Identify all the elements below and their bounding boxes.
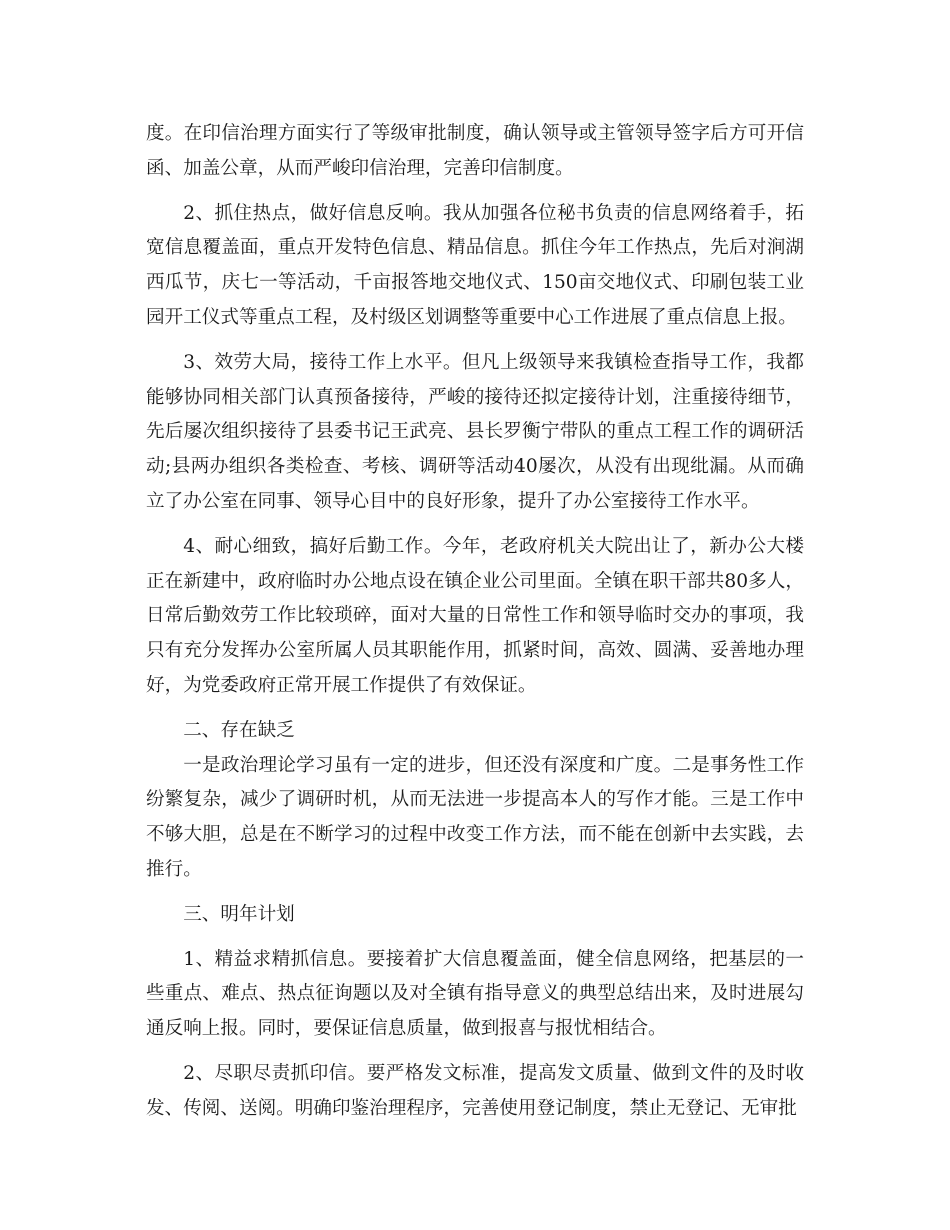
paragraph-reception-work: 3、效劳大局，接待工作上水平。但凡上级领导来我镇检查指导工作，我都能够协同相关部门认真预备接待，严峻的接待还拟定接待计划，注重接待细节，先后屡次组织接待了县委书记王武亮、县长罗衡宁带队的重点工程工作的调研活动;县两办组织各类检查、考核、调研等活动40屡次，从没有出现纰漏。从而确立了办公室在同事、领导心目中的良好形象，提升了办公室接待工作水平。 xyxy=(146,351,804,512)
paragraph-logistics-work: 4、耐心细致，搞好后勤工作。今年，老政府机关大院出让了，新办公大楼正在新建中，政府临时办公地点设在镇企业公司里面。全镇在职干部共80多人，日常后勤效劳工作比较琐碎，面对大量的日常性工作和领导临时交办的事项，我只有充分发挥办公室所属人员其职能作用，抓紧时间，高效、圆满、妥善地办理好，为党委政府正常开展工作提供了有效保证。 xyxy=(146,535,804,696)
paragraph-information-feedback: 2、抓住热点，做好信息反响。我从加强各位秘书负责的信息网络着手，拓宽信息覆盖面，重点开发特色信息、精品信息。抓住今年工作热点，先后对涧湖西瓜节，庆七一等活动，千亩报答地交地仪式、150亩交地仪式、印刷包装工业园开工仪式等重点工程，及村级区划调整等重要中心工作进展了重点信息上报。 xyxy=(146,202,804,328)
section-heading-shortcomings: 二、存在缺乏 xyxy=(183,719,295,741)
document-body xyxy=(146,117,804,1127)
section-heading-next-year-plan: 三、明年计划 xyxy=(183,903,295,925)
paragraph-plan-information: 1、精益求精抓信息。要接着扩大信息覆盖面，健全信息网络，把基层的一些重点、难点、热点征询题以及对全镇有指导意义的典型总结出来，及时进展勾通反响上报。同时，要保证信息质量，做到报喜与报忧相结合。 xyxy=(146,948,804,1040)
paragraph-plan-seal: 2、尽职尽责抓印信。要严格发文标准，提高发文质量、做到文件的及时收发、传阅、送阅。明确印鉴治理程序，完善使用登记制度，禁止无登记、无审批 xyxy=(146,1062,804,1119)
paragraph-seal-management: 度。在印信治理方面实行了等级审批制度，确认领导或主管领导签字后方可开信函、加盖公章，从而严峻印信治理，完善印信制度。 xyxy=(146,123,804,179)
paragraph-shortcomings: 一是政治理论学习虽有一定的进步，但还没有深度和广度。二是事务性工作纷繁复杂，减少了调研时机，从而无法进一步提高本人的写作才能。三是工作中不够大胆，总是在不断学习的过程中改变工作方法，而不能在创新中去实践，去推行。 xyxy=(146,754,804,880)
